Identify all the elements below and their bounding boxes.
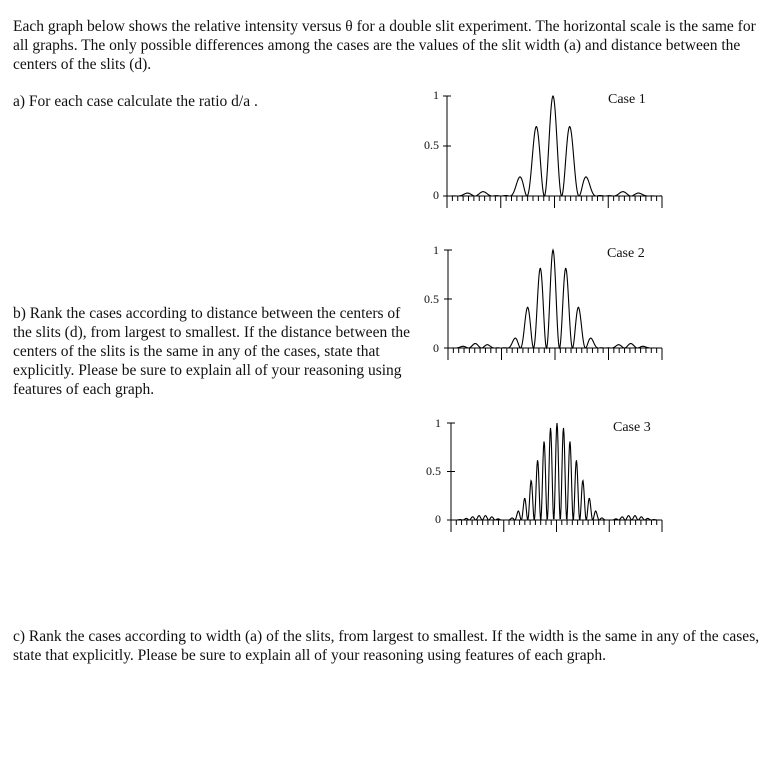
- graph-case-3: [415, 410, 685, 550]
- ytick-0-5: 0.5: [426, 464, 441, 478]
- ytick-0: 0: [435, 512, 441, 526]
- intensity-plot: [415, 238, 685, 378]
- ytick-0: 0: [433, 341, 439, 355]
- question-a: a) For each case calculate the ratio d/a .: [13, 93, 258, 110]
- case-label: Case 3: [613, 420, 651, 435]
- ytick-0: 0: [433, 188, 439, 202]
- intensity-plot: [415, 410, 685, 550]
- question-c: c) Rank the cases according to width (a) of the slits, from largest to smallest. If the width is the same in any of the cases, state that explicitly. Please be sure to explain all of your reasoning using features of each graph.: [13, 628, 760, 664]
- intensity-plot: [415, 85, 685, 225]
- intro-paragraph: Each graph below shows the relative intensity versus θ for a double slit experiment. The horizontal scale is the same for all graphs. The only possible differences among the cases are the values of the slit width (a) and distance between the centers of the slits (d).: [13, 18, 756, 73]
- graph-case-1: [415, 85, 685, 225]
- ytick-1: 1: [435, 416, 441, 430]
- case-label: Case 2: [607, 246, 645, 261]
- graph-case-2: [415, 238, 685, 378]
- case-label: Case 1: [608, 92, 646, 107]
- question-b: b) Rank the cases according to distance between the centers of the slits (d), from largest to smallest. If the distance between the centers of the slits is the same in any of the cases, state that explicitly. Please be sure to explain all of your reasoning using features of each graph.: [13, 305, 411, 398]
- ytick-0-5: 0.5: [424, 292, 439, 306]
- ytick-1: 1: [433, 88, 439, 102]
- ytick-0-5: 0.5: [424, 138, 439, 152]
- ytick-1: 1: [433, 243, 439, 257]
